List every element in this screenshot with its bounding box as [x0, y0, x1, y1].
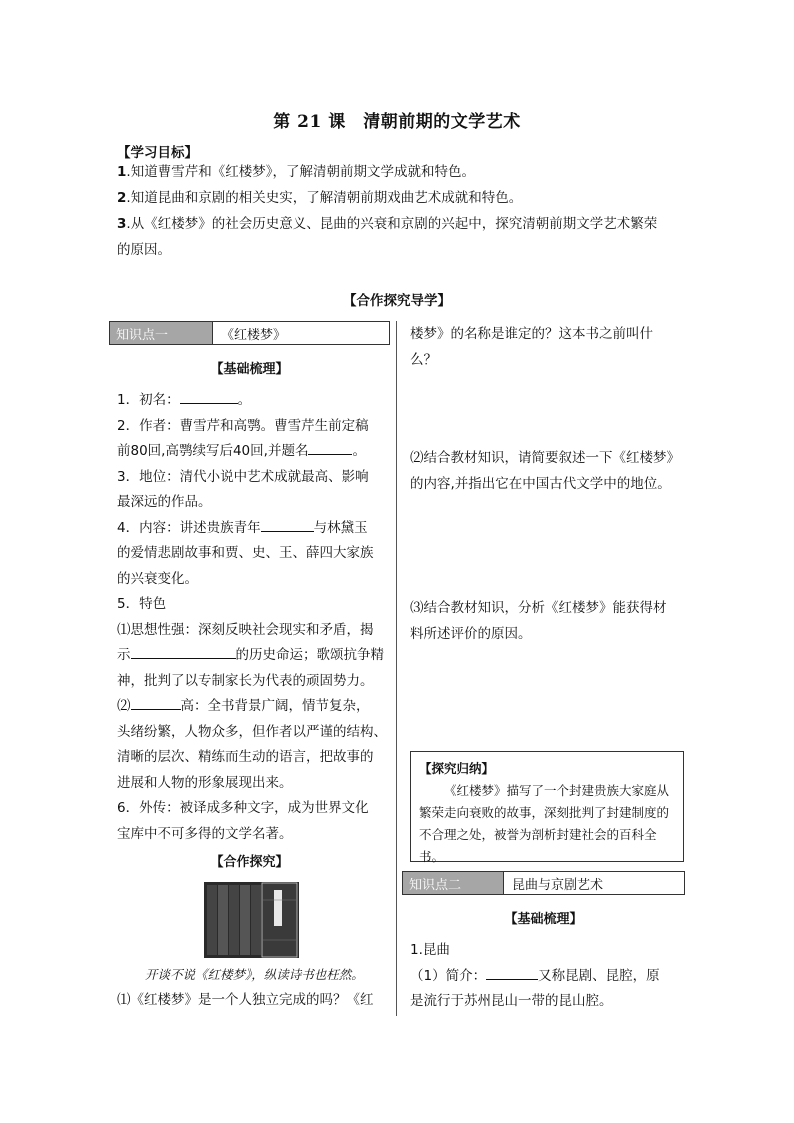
- fill-blank[interactable]: [308, 440, 352, 455]
- objective-item: 3.从《红楼梦》的社会历史意义、昆曲的兴衰和京剧的兴起中，探究清朝前期文学艺术繁荣: [117, 216, 658, 232]
- question-3: ⑶结合教材知识，分析《红楼梦》能获得材 料所述评价的原因。: [410, 600, 667, 642]
- objective-item-cont: 的原因。: [117, 242, 171, 258]
- kp1-value: 《红楼梦》: [221, 327, 287, 343]
- coop-heading: 【合作探究导学】: [343, 293, 451, 309]
- fill-blank[interactable]: [131, 695, 181, 710]
- fill-blank[interactable]: [180, 389, 238, 404]
- kp1-label: 知识点一: [110, 322, 213, 344]
- kp1-coop-heading: 【合作探究】: [210, 855, 289, 870]
- book-caption: 开谈不说《红楼梦》，纵读诗书也枉然。: [145, 967, 364, 982]
- question-1-start: ⑴《红楼梦》是一个人独立完成的吗？《红: [117, 992, 374, 1008]
- kp1-basic-heading: 【基础梳理】: [210, 362, 289, 377]
- summary-text: 《红楼梦》描写了一个封建贵族大家庭从繁荣走向衰败的故事，深刻批判了封建制度的不合理之处，被誉为剖析封建社会的百科全书。: [419, 783, 670, 864]
- fill-blank[interactable]: [261, 517, 314, 532]
- column-divider: [396, 321, 397, 1016]
- kp2-basic-heading: 【基础梳理】: [504, 912, 583, 927]
- objectives-heading: 【学习目标】: [117, 145, 198, 161]
- kp2-content: 1.昆曲 （1）简介： 又称昆剧、昆腔，原 是流行于苏州昆山一带的昆山腔。: [410, 942, 660, 1009]
- objective-item: 2.知道昆曲和京剧的相关史实，了解清朝前期戏曲艺术成就和特色。: [117, 190, 523, 206]
- fill-blank[interactable]: [486, 965, 538, 980]
- kp2-value: 昆曲与京剧艺术: [512, 877, 604, 893]
- book-illustration-icon: [204, 880, 299, 960]
- page-title: 第 21 课 清朝前期的文学艺术: [273, 112, 521, 132]
- kp2-label: 知识点二: [403, 872, 504, 894]
- knowledge-point-1-box: [109, 321, 390, 345]
- kp1-content: 1．初名： 。 2．作者：曹雪芹和高鹗。曹雪芹生前定稿 前80回,高鹗续写后40回,并题名 。 3．地位：清代小说中艺术成就最高、影响 最深远的作品。 4．内容：讲述贵族青年 与林黛玉 的爱情悲剧故事和贾、史、王、薛四大家族 的兴衰变化。 5．特色 ⑴思想性强：深刻反映社会现实和矛盾，揭 示 的历史命运；歌颂抗争精 神，批判了以专制家长为代表的顽固势力。 ⑵ 高：全书背景广阔，情节复杂， 头绪纷繁，人物众多，但作者以严谨的结构、 清晰的层次、精练而生动的语言，把故事的 进展和人物的形象展现出来。 6．外传：被译成多种文字，成为世界文化 宝库中不可多得的文学名著。: [117, 388, 392, 847]
- objective-item: 1.知道曹雪芹和《红楼梦》，了解清朝前期文学成就和特色。: [117, 164, 475, 180]
- question-1-cont: 楼梦》的名称是谁定的？这本书之前叫什 么？: [410, 326, 653, 368]
- summary-box: [410, 751, 684, 862]
- knowledge-point-2-box: [402, 871, 685, 895]
- fill-blank[interactable]: [131, 644, 236, 659]
- question-2: ⑵结合教材知识，请简要叙述一下《红楼梦》 的内容,并指出它在中国古代文学中的地位。: [410, 450, 680, 492]
- summary-heading: 【探究归纳】: [419, 761, 495, 776]
